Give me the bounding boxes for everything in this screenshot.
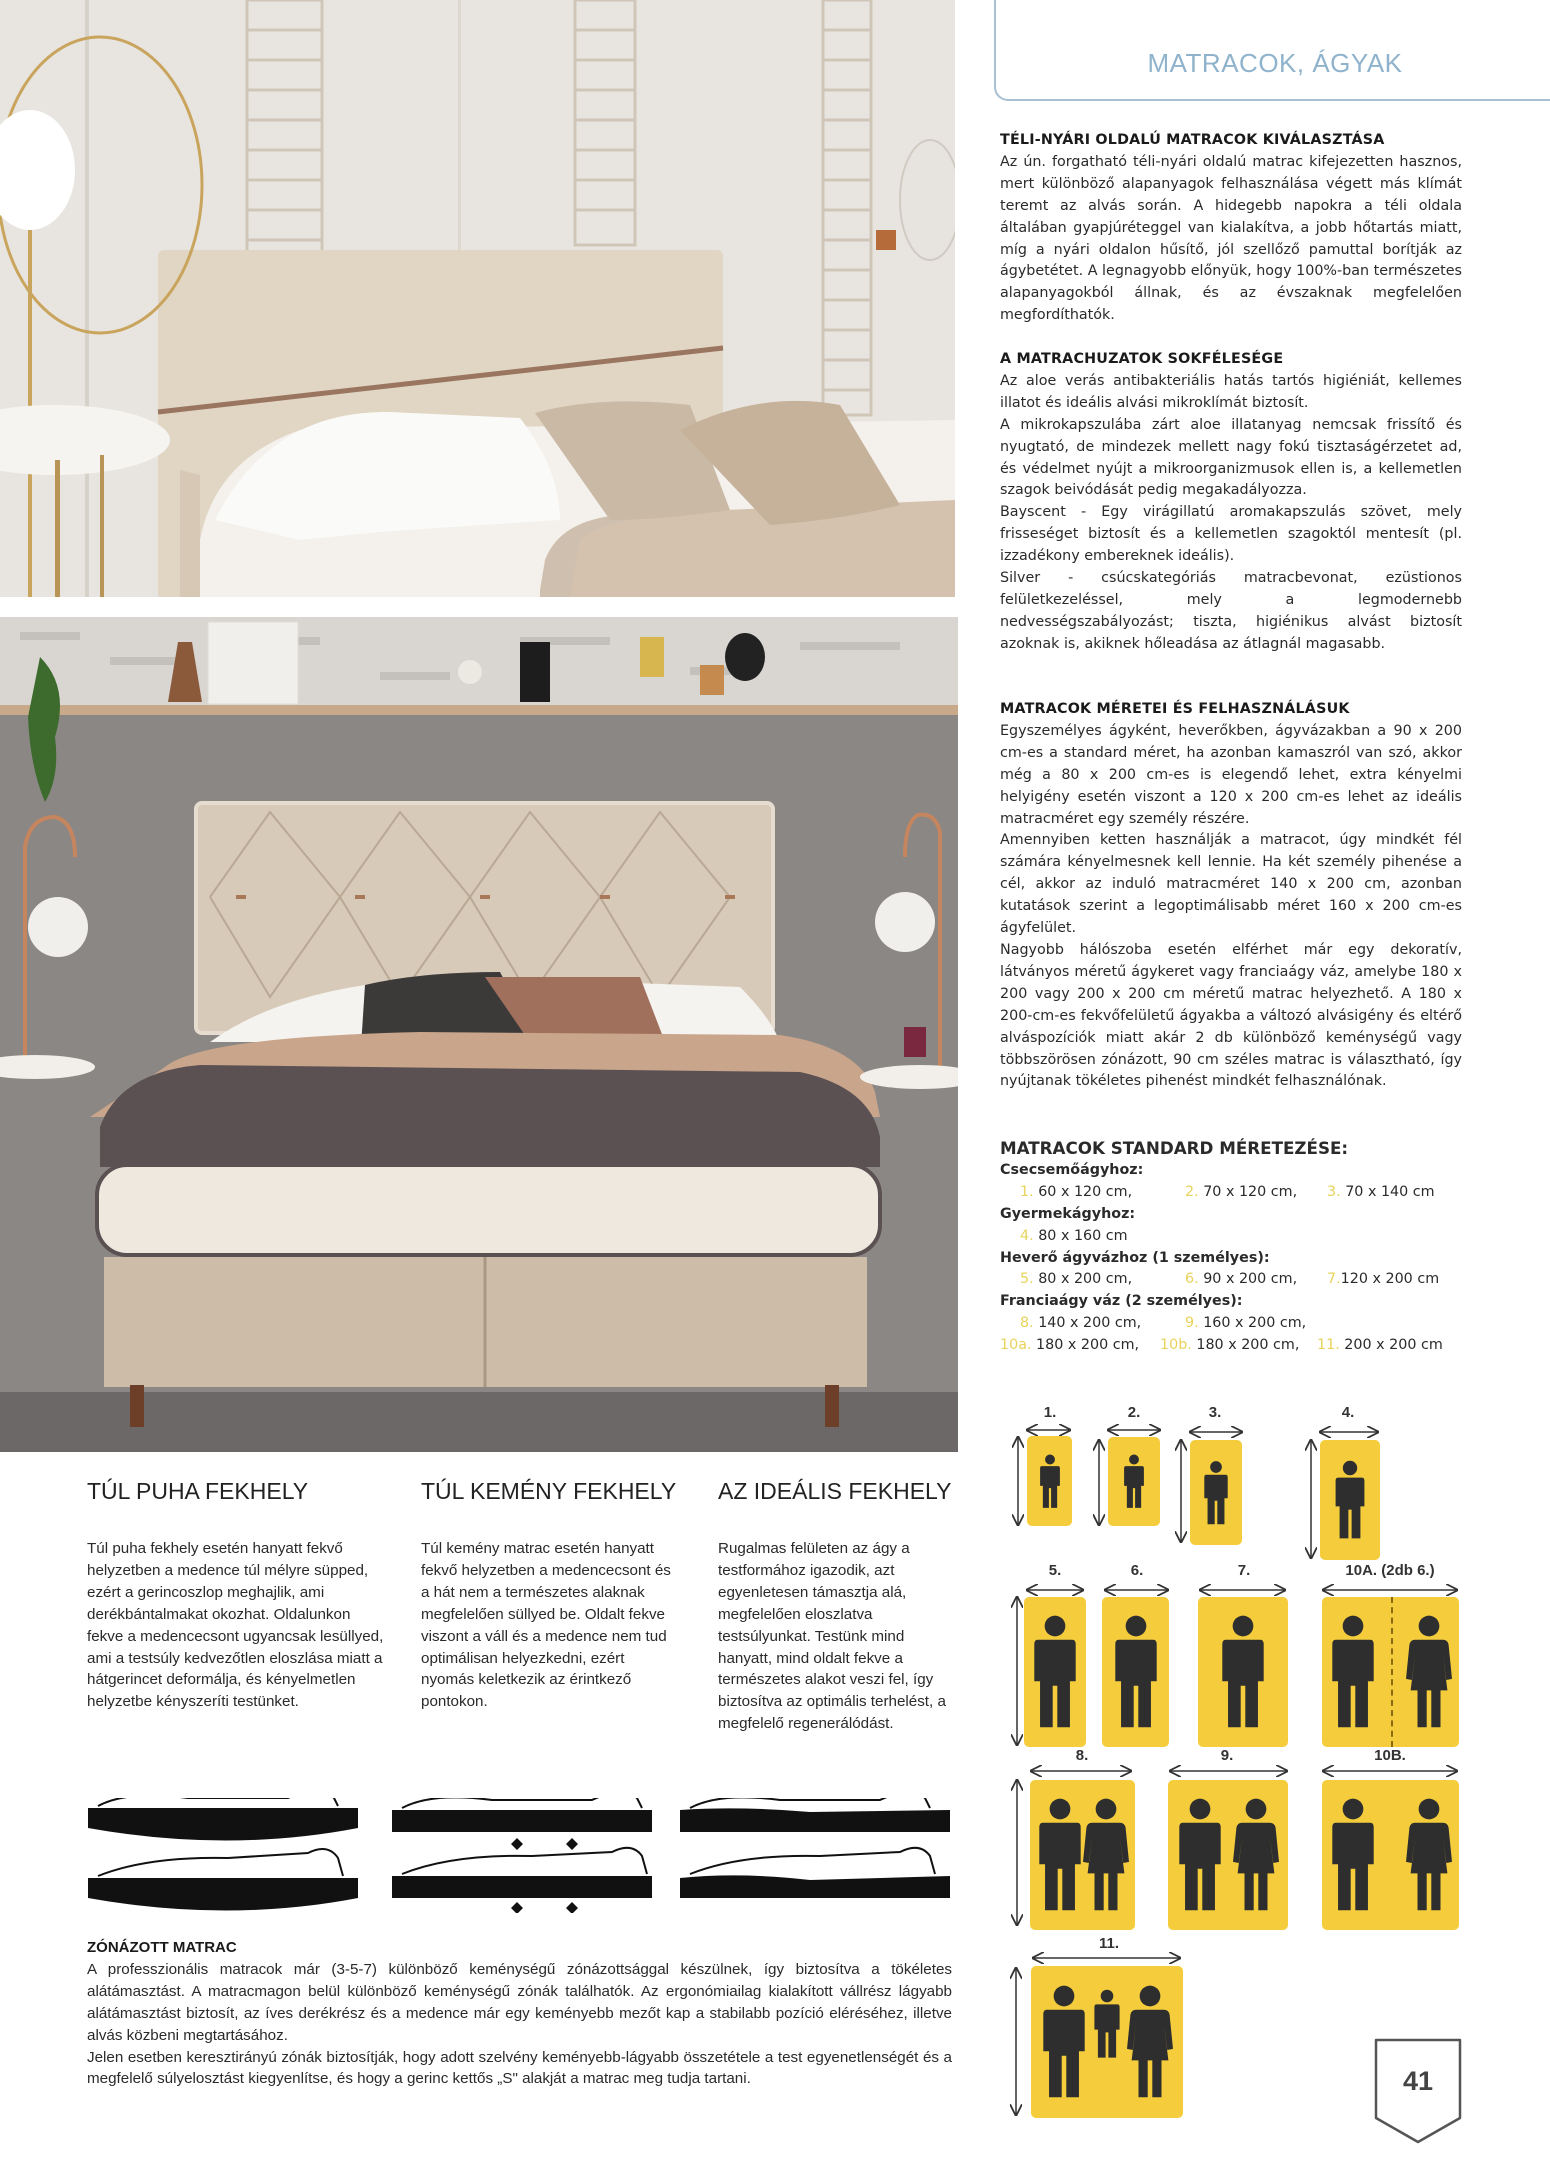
size-item-7: 7.120 x 200 cm	[1327, 1271, 1440, 1288]
man-icon	[1123, 1449, 1145, 1514]
size-item-10b: 10b. 180 x 200 cm,	[1160, 1337, 1300, 1354]
column-body: Túl puha fekhely esetén hanyatt fekvő helyzetben a medence túl mélyre süpped, ezért a gerincoszlop meghajlik, ami derékbántalmakat okozhat. Oldalunkon fekve a medencecsont ugyancsak lesüllyed, ami a testsúly kedvezőtlen eloszlása miatt a hátgerincet deformálja, és kényelmetlen helyzetbe kényszeríti testünket.	[87, 1540, 384, 1711]
bed-label-10a: 10A. (2db 6.)	[1345, 1562, 1435, 1579]
paragraph-cross-zones: Jelen esetben keresztirányú zónák biztosítják, hogy adott szelvény keményebb-lágyabb összetétele a test egyenetlenségét és a megfelelő súlyelosztást kiegyenlítse, és hogy a gerinc kettős „S" alakját a matrac meg tudja tartani.	[87, 2048, 952, 2088]
size-item-1: 1. 60 x 120 cm,	[1020, 1183, 1133, 1200]
paragraph-bayscent: Bayscent - Egy virágillatú aromakapszulás szövet, mely frisseséget biztosít és a kellemetlen szagoktól mentesít (pl. izzadékony embereknek ideális).	[1000, 504, 1462, 565]
group-label-baby: Csecsemőágyhoz:	[1000, 1161, 1144, 1178]
bed-4	[1320, 1440, 1380, 1560]
paragraph-single: Egyszemélyes ágyként, heverőkben, ágyvázakban a 90 x 200 cm-es a standard méret, ha azonban kamaszról van szó, akkor még a 80 x 200 cm-es is elegendő lehet, extra kényelmi helyigény esetén viszont a 120 x 200 cm-es lehet az ideális matracméret egy személy részére.	[1000, 722, 1462, 827]
column-heading: TÚL KEMÉNY FEKHELY	[421, 1478, 677, 1504]
page-number: 41	[1402, 2066, 1434, 2096]
bed-label-1: 1.	[1043, 1404, 1057, 1421]
bed-label-4: 4.	[1341, 1404, 1355, 1421]
bed-label-9: 9.	[1220, 1747, 1234, 1764]
child-icon	[1093, 1980, 1121, 2068]
man-icon	[1220, 1608, 1266, 1736]
bed-label-7: 7.	[1237, 1562, 1251, 1579]
paragraph-aloe: Az aloe verás antibakteriális hatás tartós higiéniát, kellemes illatot és ideális alvási mikroklímát biztosít.	[1000, 372, 1462, 411]
bed-label-8: 8.	[1075, 1747, 1089, 1764]
bed-1	[1027, 1436, 1072, 1526]
man-icon	[1177, 1791, 1223, 1919]
bed-label-2: 2.	[1127, 1404, 1141, 1421]
size-item-4: 4. 80 x 160 cm	[1020, 1227, 1128, 1244]
man-icon	[1334, 1452, 1366, 1548]
size-item-9: 9. 160 x 200 cm,	[1185, 1315, 1307, 1332]
bed-11	[1031, 1966, 1183, 2118]
bed-7	[1198, 1597, 1288, 1747]
woman-icon	[1406, 1791, 1452, 1919]
section-heading: MATRACOK STANDARD MÉRETEZÉSE:	[1000, 1138, 1349, 1158]
paragraph-microcapsule: A mikrokapszulába zárt aloe illatanyag nemcsak frissítő és nyugtató, de mindezek mellett nagy fokú tisztaságérzetet ad, és védelmet nyújt a mikroorganizmusok ellen is, a kellemetlen szagok beivódását pedig megakadályozza.	[1000, 416, 1462, 499]
size-item-3: 3. 70 x 140 cm	[1327, 1183, 1435, 1200]
bed-label-6: 6.	[1130, 1562, 1144, 1579]
page-number-badge	[1374, 2038, 1462, 2145]
paragraph-zones: A professzionális matracok már (3-5-7) különböző keménységű zónázottsággal készülnek, így biztosítva a tökéletes alátámasztást. A matracmagon belül különböző keménységű zónák találhatók. Az ergonómiailag kialakított vállrész lágyabb alátámasztást biztosít, az íves derékrész és a medence már egy keményebb mezőt kap a stabilabb pozíció eléréséhez, illetve alvás közbeni megtartásához.	[87, 1960, 952, 2044]
bed-label-3: 3.	[1208, 1404, 1222, 1421]
bed-6	[1102, 1597, 1169, 1747]
bed-5	[1024, 1597, 1086, 1747]
bed-2	[1108, 1437, 1160, 1526]
size-item-6: 6. 90 x 200 cm,	[1185, 1271, 1298, 1288]
man-icon	[1113, 1608, 1159, 1736]
woman-icon	[1406, 1608, 1452, 1736]
paragraph-large: Nagyobb hálószoba esetén elférhet már egy dekoratív, látványos méretű ágykeret vagy franciaágy váz, amelybe 180 x 200 vagy 200 x 200 cm méretű matrac helyezhető. A 180 x 200-cm-es fekvőfelületű ágyakba a változó alvásigény és eltérő alváspozíciók miatt akár 2 db különböző keménységű vagy többszörösen zónázott, 90 cm széles matrac is választható, így nyújtanak tökéletes pihenést mindkét felhasználónak.	[1000, 941, 1462, 1090]
section-heading: A MATRACHUZATOK SOKFÉLESÉGE	[1000, 351, 1284, 367]
woman-icon	[1083, 1791, 1129, 1919]
bed-3	[1190, 1440, 1242, 1545]
man-icon	[1037, 1791, 1083, 1919]
bed-8	[1030, 1780, 1135, 1930]
bed-label-5: 5.	[1048, 1562, 1062, 1579]
man-icon	[1041, 1978, 1087, 2106]
column-heading: TÚL PUHA FEKHELY	[87, 1478, 309, 1504]
column-body: Rugalmas felületen az ágy a testformához igazodik, azt egyenletesen támasztja alá, megfelelően eloszlatva testsúlyunkat. Testünk mind hanyatt, mind oldalt fekve a természetes alakot veszi fel, így biztosítva az optimális terhelést, a megfelelő regenerálódást.	[718, 1540, 946, 1733]
paragraph-silver: Silver - csúcskategóriás matracbevonat, ezüstionos felületkezeléssel, mely a legmodernebb nedvességszabályozást; tiszta, higiénikus alvást biztosít azoknak is, akiknek hőleadása az átlagnál magasabb.	[1000, 570, 1462, 652]
bed-10b	[1322, 1780, 1459, 1930]
man-icon	[1330, 1791, 1376, 1919]
woman-icon	[1127, 1978, 1173, 2106]
size-item-10a: 10a. 180 x 200 cm,	[1000, 1337, 1140, 1354]
section-heading: MATRACOK MÉRETEI ÉS FELHASZNÁLÁSUK	[1000, 701, 1350, 717]
size-item-8: 8. 140 x 200 cm,	[1020, 1315, 1142, 1332]
page-title: MATRACOK, ÁGYAK	[1147, 48, 1403, 78]
section-heading: TÉLI-NYÁRI OLDALÚ MATRACOK KIVÁLASZTÁSA	[1000, 132, 1385, 148]
section-heading: ZÓNÁZOTT MATRAC	[87, 1939, 237, 1956]
section-body: Az ún. forgatható téli-nyári oldalú matrac kifejezetten hasznos, mert különböző alapanyagok felhasználása végett más klímát teremt az alvás során. A hidegebb napokra a téli oldala általában gyapjúréteggel van kialakítva, a jobb hőtartás miatt, míg a nyári oldalon hűsítő, jól szellőző pamuttal borítják az ágybetétet. A legnagyobb előnyük, hogy 100%-ban természetes alapanyagokból állnak, és az évszaknak megfelelően megfordíthatók.	[1000, 153, 1462, 324]
mattress-divider	[1391, 1597, 1393, 1747]
column-heading: AZ IDEÁLIS FEKHELY	[718, 1478, 952, 1504]
size-item-5: 5. 80 x 200 cm,	[1020, 1271, 1133, 1288]
bed-label-11: 11.	[1098, 1935, 1120, 1952]
bed-9	[1168, 1780, 1288, 1930]
size-item-11: 11. 200 x 200 cm	[1317, 1337, 1443, 1354]
group-label-single: Heverő ágyvázhoz (1 személyes):	[1000, 1249, 1270, 1266]
group-label-child: Gyermekágyhoz:	[1000, 1205, 1136, 1222]
group-label-double: Franciaágy váz (2 személyes):	[1000, 1293, 1243, 1310]
size-item-2: 2. 70 x 120 cm,	[1185, 1183, 1298, 1200]
man-icon	[1032, 1608, 1078, 1736]
man-icon	[1039, 1449, 1061, 1514]
paragraph-double: Amennyiben ketten használják a matracot, úgy mindkét fél számára kényelmesnek kell lennie. Ha két személy pihenése a cél, akkor az induló matracméret 140 x 200 cm, azonban kutatások szerint a legoptimálisabb méret 160 x 200 cm-es ágyfelület.	[1000, 832, 1462, 937]
woman-icon	[1233, 1791, 1279, 1919]
man-icon	[1203, 1453, 1229, 1533]
column-body: Túl kemény matrac esetén hanyatt fekvő helyzetben a medencecsont és a hát nem a természetes alaknak megfelelően süllyed be. Oldalt fekve viszont a váll és a medence nem tud optimálisan helyezkedni, ezért nyomás keletkezik az érintkező pontokon.	[421, 1540, 671, 1711]
bed-label-10b: 10B.	[1374, 1747, 1406, 1764]
man-icon	[1330, 1608, 1376, 1736]
bed-10a	[1322, 1597, 1459, 1747]
